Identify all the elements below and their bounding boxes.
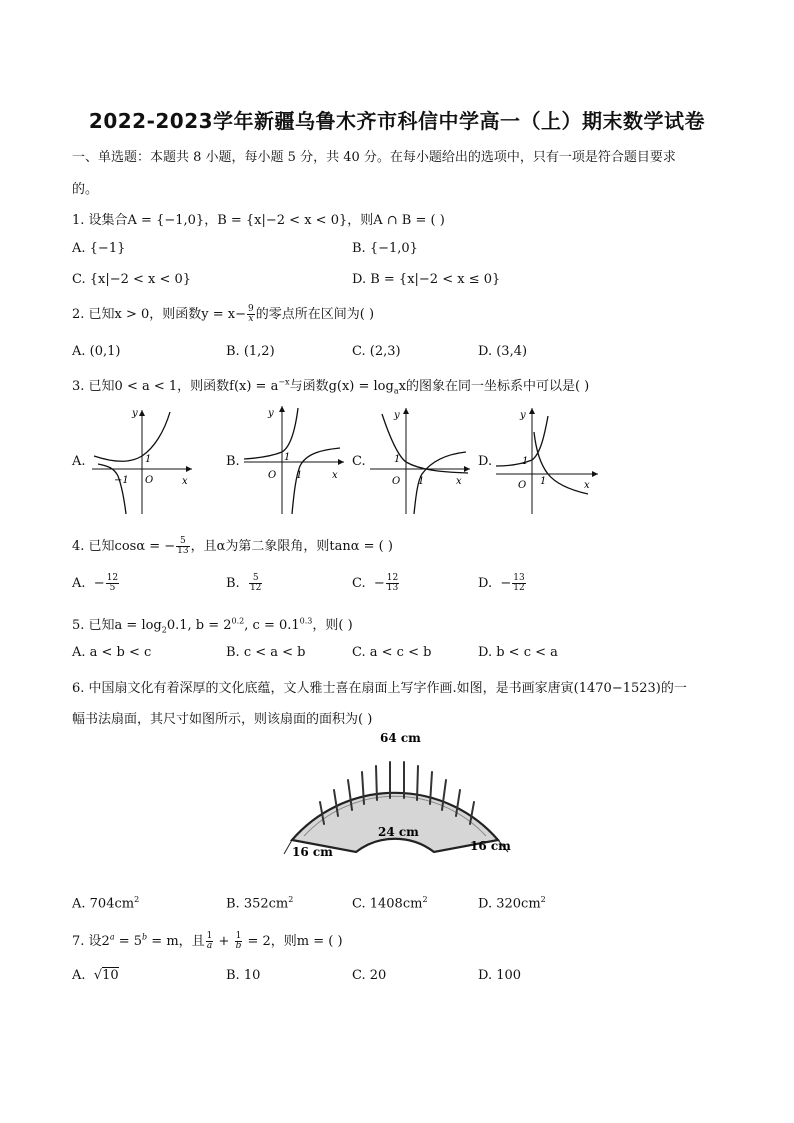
origin-label: O <box>145 475 154 486</box>
q7-option-c: C. 20 <box>352 968 387 983</box>
q4-d-frac <box>512 574 525 593</box>
q3-graph-b <box>240 402 350 520</box>
one-label: 1 <box>522 456 529 467</box>
q5-option-b: B. c < a < b <box>226 645 306 660</box>
q5-option-d: D. b < c < a <box>478 645 558 660</box>
x-axis-arrow-icon <box>592 471 598 477</box>
q4-stem <box>72 535 393 556</box>
q6-option-a <box>72 895 139 911</box>
page-title: 2022-2023学年新疆乌鲁木齐市科信中学高一（上）期末数学试卷 <box>88 109 706 133</box>
section-heading: 一、单选题：本题共 8 小题，每小题 5 分，共 40 分。在每小题给出的选项中，只有一项是符合题目要求 <box>72 150 676 165</box>
q2-option-d: D. (3,4) <box>478 344 528 359</box>
fan-top-label: 64 cm <box>380 731 421 745</box>
q6-c-sup: 2 <box>422 895 428 904</box>
q7-sup-b: b <box>142 932 148 942</box>
q4-d-den: 12 <box>513 583 525 593</box>
y-axis-arrow-icon <box>529 408 535 414</box>
q7-frac2 <box>235 932 243 951</box>
q7-part2: = 5 <box>114 934 143 949</box>
q6-a-text: A. 704cm <box>72 896 135 912</box>
q4-a-frac <box>106 574 119 593</box>
q7-part3: = m，且 <box>147 934 205 949</box>
q3-stem <box>72 375 589 396</box>
one-x-label: 1 <box>418 476 425 487</box>
q3-option-b-label: B. <box>226 454 240 469</box>
q6-option-b <box>226 895 293 911</box>
q3-stem-part2: 与函数g(x) = log <box>289 379 394 394</box>
q2-frac-den: x <box>248 314 254 324</box>
q7-f1-num: 1 <box>206 931 213 941</box>
q3-graph-c <box>366 402 476 520</box>
x-axis-arrow-icon <box>338 459 344 465</box>
fan-left-label: 16 cm <box>292 845 333 859</box>
q7-plus: + <box>214 934 234 949</box>
q1-option-d: D. B = {x|−2 < x ≤ 0} <box>352 272 501 287</box>
q7-f2-den: b <box>235 941 242 951</box>
q3-stem-part1: 3. 已知0 < a < 1，则函数f(x) = a <box>72 379 279 394</box>
q2-option-a: A. (0,1) <box>72 344 121 359</box>
sqrt-icon: √ <box>93 968 103 983</box>
q4-frac-den: 13 <box>177 546 189 556</box>
q7-sup-a: a <box>109 932 115 942</box>
q4-d-num: 13 <box>513 573 525 583</box>
q7-a-radicand: 10 <box>102 968 119 983</box>
q7-frac1 <box>206 932 214 951</box>
q6-c-text: C. 1408cm <box>352 896 423 912</box>
q4-a-den: 5 <box>109 583 116 593</box>
origin-label: O <box>392 476 401 487</box>
section-heading-cont: 的。 <box>72 182 99 197</box>
one-x-label: 1 <box>540 476 547 487</box>
q4-d-sign: − <box>500 576 512 591</box>
q1-stem: 1. 设集合A = {−1,0}，B = {x|−2 < x < 0}，则A ∩ B = ( ) <box>72 213 445 228</box>
q5-stem <box>72 614 353 635</box>
curve-log <box>98 464 126 514</box>
q3-option-c-label: C. <box>352 454 366 469</box>
q7-stem <box>72 930 343 951</box>
q4-fraction <box>176 537 189 556</box>
q3-option-d-label: D. <box>478 454 493 469</box>
x-label: x <box>456 476 462 487</box>
q4-stem-part2: ，且α为第二象限角，则tanα = ( ) <box>190 539 393 554</box>
x-axis-arrow-icon <box>464 466 470 472</box>
q4-c-sign: − <box>373 576 385 591</box>
q4-c-num: 12 <box>386 573 399 583</box>
origin-label: O <box>518 480 527 491</box>
q6-stem-line2: 幅书法扇面，其尺寸如图所示，则该扇面的面积为( ) <box>72 712 373 727</box>
q5-option-c: C. a < c < b <box>352 645 432 660</box>
q5-option-a: A. a < b < c <box>72 645 152 660</box>
q5-exp2: 0.3 <box>299 616 313 626</box>
q4-a-num: 12 <box>106 573 119 583</box>
q7-a-label: A. <box>72 968 86 983</box>
y-axis-arrow-icon <box>403 408 409 414</box>
q2-stem-part2: 的零点所在区间为( ) <box>255 307 375 322</box>
origin-label: O <box>268 470 277 481</box>
x-label: x <box>584 480 590 491</box>
x-axis-arrow-icon <box>186 466 192 472</box>
q6-b-text: B. 352cm <box>226 896 289 912</box>
q3-stem-part3: x的图象在同一坐标系中可以是( ) <box>398 379 590 394</box>
q6-fan-figure <box>280 728 520 860</box>
y-label: y <box>132 408 138 419</box>
curve-log <box>292 448 340 514</box>
q2-option-b: B. (1,2) <box>226 344 275 359</box>
q4-c-frac <box>386 574 399 593</box>
q4-option-b <box>226 574 263 593</box>
q4-option-a <box>72 574 120 593</box>
x-label: x <box>332 470 338 481</box>
y-axis-arrow-icon <box>139 410 145 416</box>
q5-stem-part4: ，则( ) <box>312 618 353 633</box>
q4-frac-num: 5 <box>176 537 189 547</box>
q2-stem-part1: 2. 已知x > 0，则函数y = x− <box>72 307 247 322</box>
q4-c-den: 13 <box>386 583 399 593</box>
q4-b-label: B. <box>226 576 240 591</box>
q4-option-c <box>352 574 400 593</box>
q7-part4: = 2，则m = ( ) <box>243 934 343 949</box>
q4-a-sign: − <box>93 576 105 591</box>
y-axis-arrow-icon <box>279 406 285 412</box>
q5-stem-part1: 5. 已知a = log <box>72 618 162 633</box>
q6-a-sup: 2 <box>134 895 140 904</box>
q5-stem-part2: 0.1, b = 2 <box>166 618 232 633</box>
q2-stem <box>72 303 374 324</box>
q1-option-c: C. {x|−2 < x < 0} <box>72 272 192 287</box>
q4-d-label: D. <box>478 576 493 591</box>
q1-option-b: B. {−1,0} <box>352 241 418 256</box>
curve-exp <box>94 412 170 461</box>
q2-frac-num: 9 <box>248 304 254 314</box>
q6-d-sup: 2 <box>540 895 546 904</box>
q3-option-a-label: A. <box>72 454 86 469</box>
q2-option-c: C. (2,3) <box>352 344 401 359</box>
one-label: 1 <box>394 454 401 465</box>
q4-stem-part1: 4. 已知cosα = − <box>72 539 176 554</box>
fan-inner-label: 24 cm <box>378 825 419 839</box>
q3-exponent: −x <box>278 377 290 387</box>
q4-b-num: 5 <box>249 574 262 584</box>
q6-option-c <box>352 895 428 911</box>
y-label: y <box>268 408 274 419</box>
q6-option-d <box>478 895 546 911</box>
q6-b-sup: 2 <box>288 895 294 904</box>
one-label: 1 <box>145 454 152 465</box>
q2-fraction <box>247 305 255 324</box>
y-label: y <box>394 410 400 421</box>
one-label: 1 <box>284 452 291 463</box>
one-x-label: 1 <box>296 470 303 481</box>
q7-f2-num: 1 <box>235 931 242 941</box>
q4-b-frac <box>249 574 262 593</box>
q4-b-den: 12 <box>249 583 262 593</box>
q5-stem-part3: , c = 0.1 <box>244 618 300 633</box>
q4-a-label: A. <box>72 576 86 591</box>
q6-d-text: D. 320cm <box>478 896 541 912</box>
q5-log-base: 2 <box>161 625 167 635</box>
q7-f1-den: a <box>206 941 213 951</box>
q3-graph-a <box>88 402 198 520</box>
fan-right-label: 16 cm <box>470 839 511 853</box>
q3-graph-d <box>492 402 602 520</box>
q7-option-a <box>72 968 119 983</box>
neg-one-label: −1 <box>114 475 129 486</box>
q1-option-a: A. {−1} <box>72 241 126 256</box>
q4-c-label: C. <box>352 576 366 591</box>
q6-stem-line1: 6. 中国扇文化有着深厚的文化底蕴，文人雅士喜在扇面上写字作画.如图，是书画家唐寅(1470−1523)的一 <box>72 681 687 696</box>
q7-option-b: B. 10 <box>226 968 261 983</box>
dim-line-left <box>284 840 292 854</box>
q4-option-d <box>478 574 527 593</box>
q7-option-d: D. 100 <box>478 968 522 983</box>
y-label: y <box>520 410 526 421</box>
q7-part1: 7. 设2 <box>72 934 110 949</box>
q5-exp1: 0.2 <box>231 616 245 626</box>
q3-log-base: a <box>393 386 399 396</box>
x-label: x <box>182 476 188 487</box>
